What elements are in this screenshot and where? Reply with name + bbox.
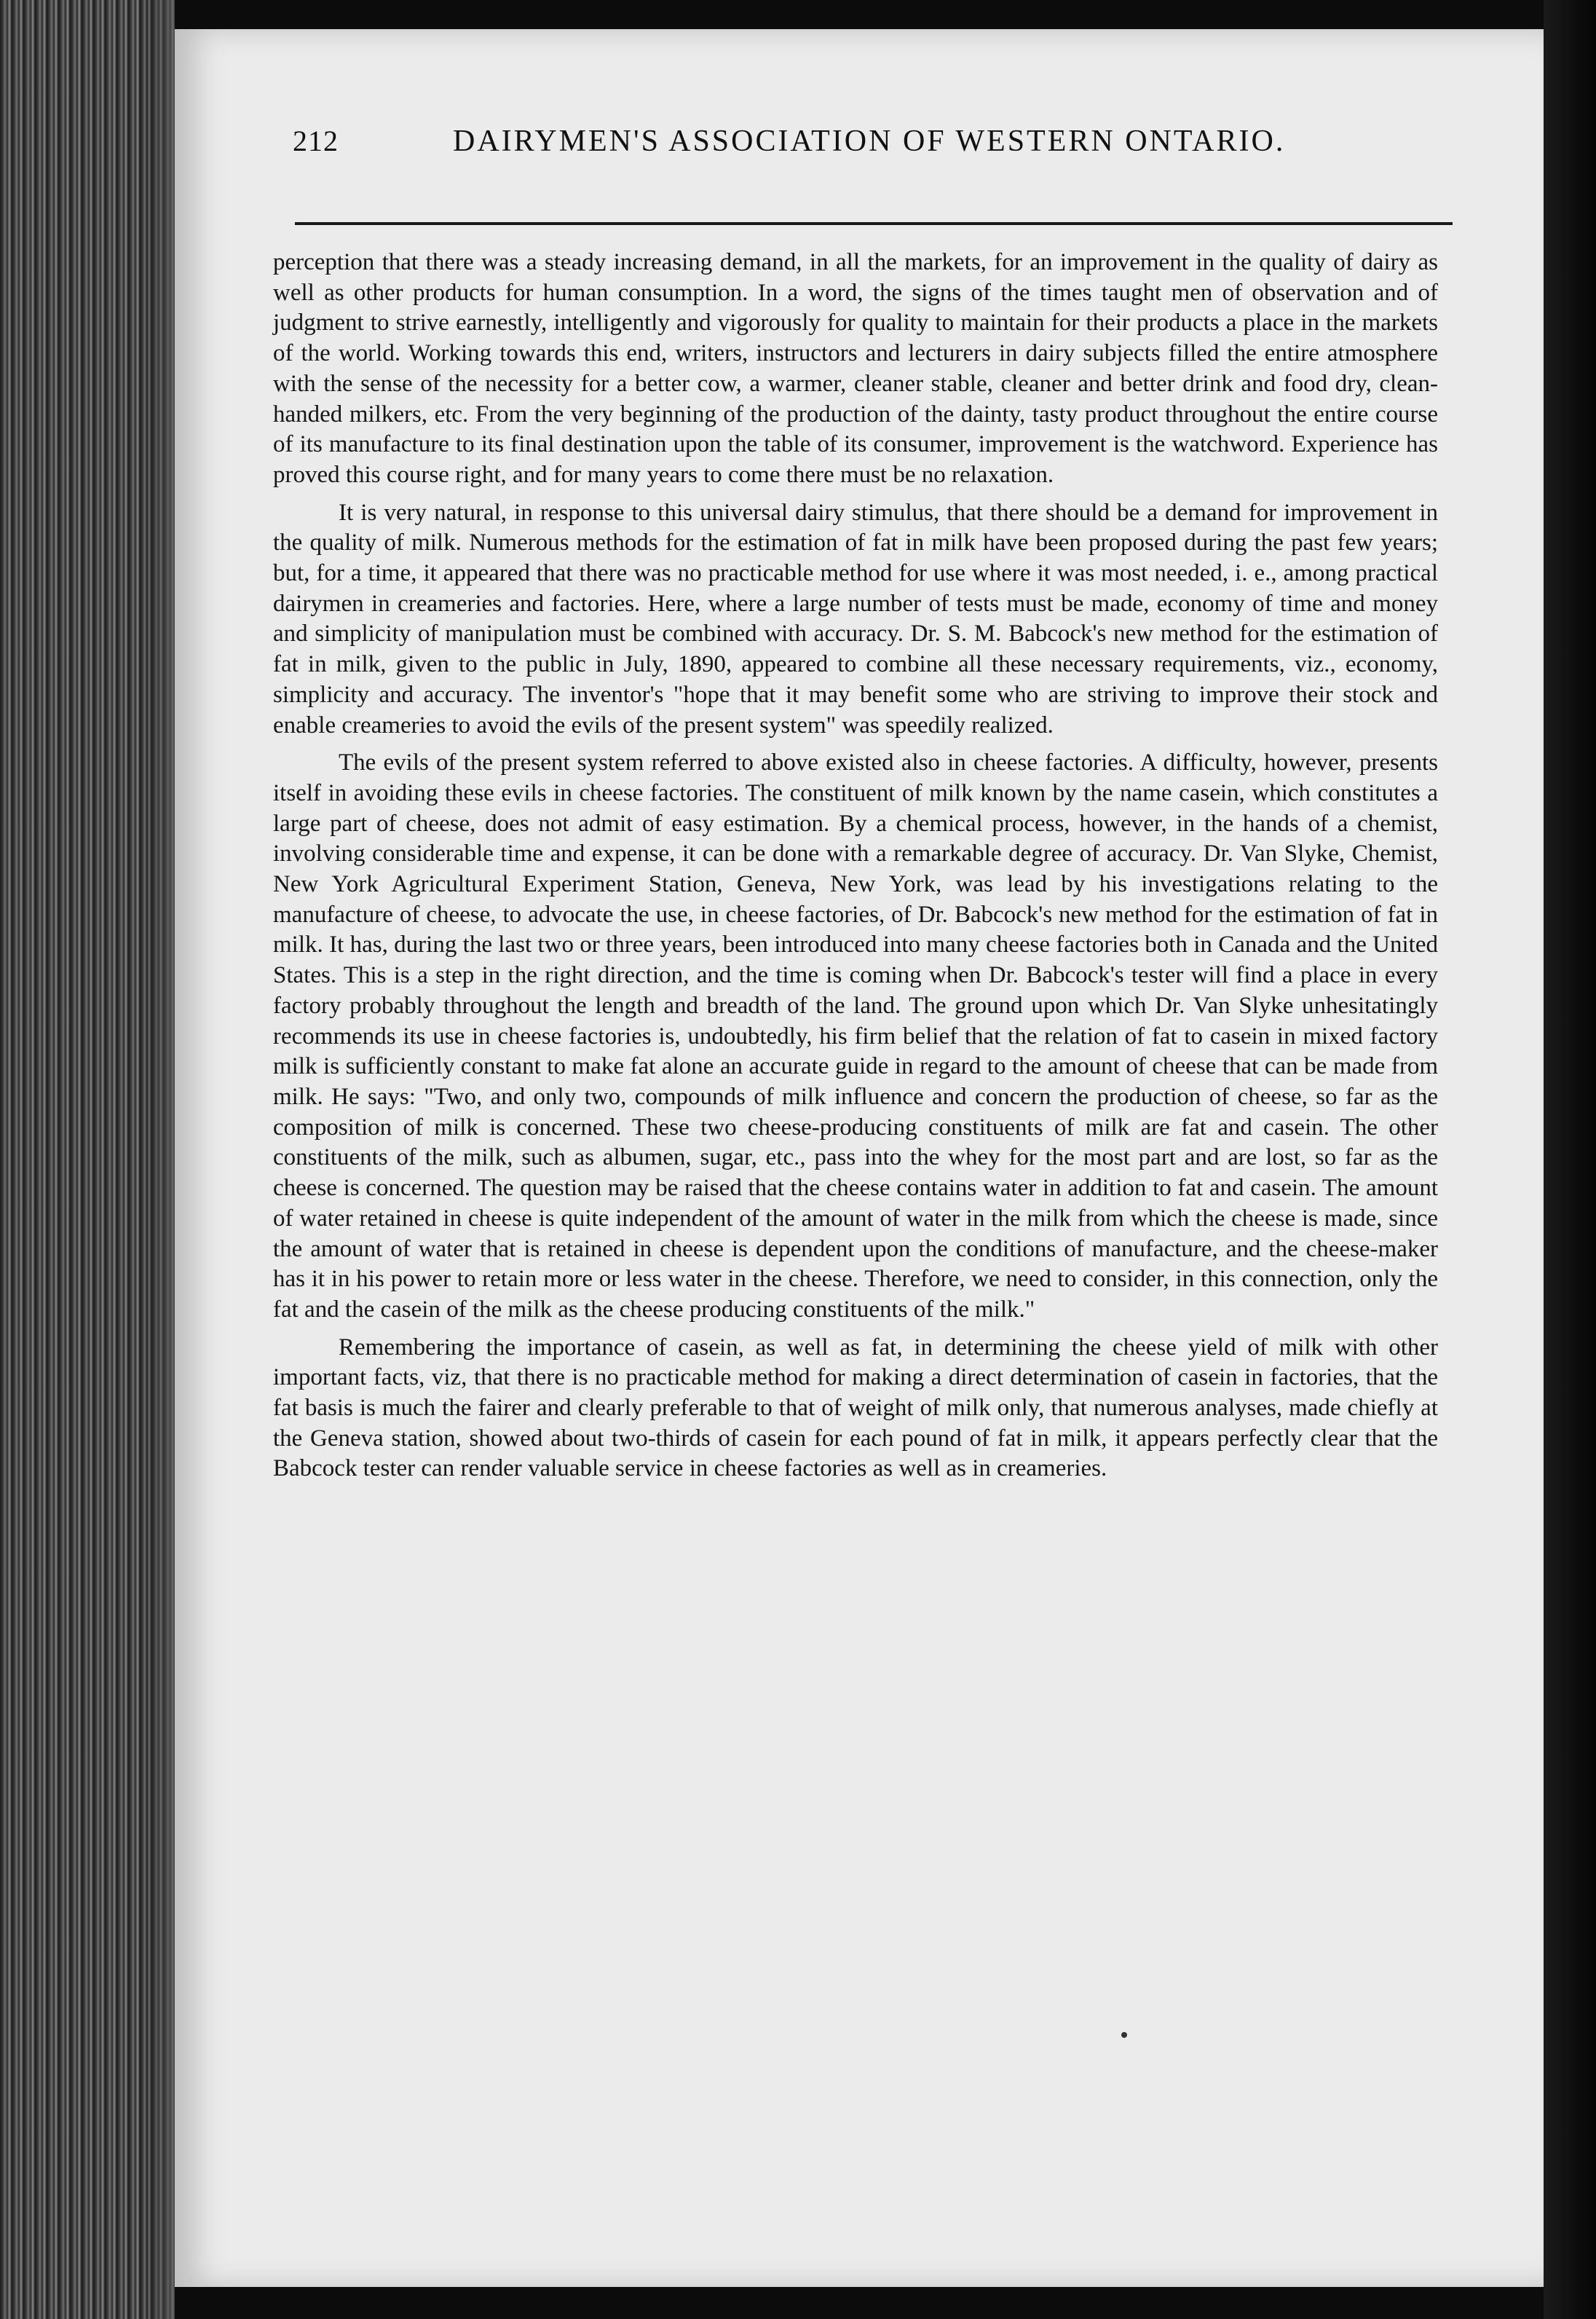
book-page-edges xyxy=(0,0,175,2319)
header-rule xyxy=(295,222,1453,225)
running-head-title: DAIRYMEN'S ASSOCIATION OF WESTERN ONTARIO. xyxy=(453,125,1286,158)
page-number: 212 xyxy=(293,125,339,157)
ink-speck xyxy=(1121,2032,1127,2038)
body-text xyxy=(273,248,1438,1492)
paragraph-2: It is very natural, in response to this universal dairy stimulus, that there should be a demand for improvement in the quality of milk. Numerous methods for the estimation of fat in milk have been proposed during the past few years; but, for a time, it appeared that there was no practicable method for use where it was most needed, i. e., among practical dairymen in creameries and factories. Here, where a large number of tests must be made, economy of time and money and simplicity of manipulation must be combined with accuracy. Dr. S. M. Babcock's new method for the estimation of fat in milk, given to the public in July, 1890, appeared to combine all these necessary requirements, viz., economy, simplicity and accuracy. The inventor's "hope that it may benefit some who are striving to improve their stock and enable creameries to avoid the evils of the present system" was speedily realized. xyxy=(273,499,1438,739)
book-page xyxy=(175,29,1544,2287)
page-header xyxy=(293,124,1472,182)
scan-border xyxy=(1544,0,1596,2319)
paragraph-3: The evils of the present system referred to above existed also in cheese factories. A difficulty, however, presents itself in avoiding these evils in cheese factories. The constituent of milk known by the name casein, which constitutes a large part of cheese, does not admit of easy estimation. By a chemical process, however, in the hands of a chemist, involving considerable time and expense, it can be done with a remarkable degree of accuracy. Dr. Van Slyke, Chemist, New York Agricultural Experiment Station, Geneva, New York, was lead by his investigations relating to the manufacture of cheese, to advocate the use, in cheese factories, of Dr. Babcock's new method for the estimation of fat in milk. It has, during the last two or three years, been introduced into many cheese factories both in Canada and the United States. This is a step in the right direction, and the time is coming when Dr. Babcock's tester will find a place in every factory probably throughout the length and breadth of the land. The ground upon which Dr. Van Slyke unhesitatingly recommends its use in cheese factories is, undoubtedly, his firm belief that the relation of fat to casein in mixed factory milk is sufficiently constant to make fat alone an accurate guide in regard to the amount of cheese that can be made from milk. He says: "Two, and only two, compounds of milk influence and concern the production of cheese, so far as the composition of milk is concerned. These two cheese-producing constituents of milk are fat and casein. The other constituents of the milk, such as albumen, sugar, etc., pass into the whey for the most part and are lost, so far as the cheese is concerned. The question may be raised that the cheese contains water in addition to fat and casein. The amount of water retained in cheese is quite independent of the amount of water in the milk from which the cheese is made, since the amount of water that is retained in cheese is dependent upon the conditions of manufacture, and the cheese-maker has it in his power to retain more or less water in the cheese. Therefore, we need to consider, in this connection, only the fat and the casein of the milk as the cheese producing constituents of the milk." xyxy=(273,749,1438,1323)
paragraph-4: Remembering the importance of casein, as well as fat, in determining the cheese yield of milk with other important facts, viz, that there is no practicable method for making a direct determination of casein in factories, that the fat basis is much the fairer and clearly preferable to that of weight of milk only, that numerous analyses, made chiefly at the Geneva station, showed about two-thirds of casein for each pound of fat in milk, it appears perfectly clear that the Babcock tester can render valuable service in cheese factories as well as in creameries. xyxy=(273,1334,1438,1482)
paragraph-1: perception that there was a steady increasing demand, in all the markets, for an improvement in the quality of dairy as well as other products for human consumption. In a word, the signs of the times taught men of observation and of judgment to strive earnestly, intelligently and vigorously for quality to maintain for their products a place in the markets of the world. Working towards this end, writers, instructors and lecturers in dairy subjects filled the entire atmosphere with the sense of the necessity for a better cow, a warmer, cleaner stable, cleaner and better drink and food dry, clean-handed milkers, etc. From the very beginning of the production of the dainty, tasty product throughout the entire course of its manufacture to its final destination upon the table of its consumer, improvement is the watchword. Experience has proved this course right, and for many years to come there must be no relaxation. xyxy=(273,249,1438,488)
